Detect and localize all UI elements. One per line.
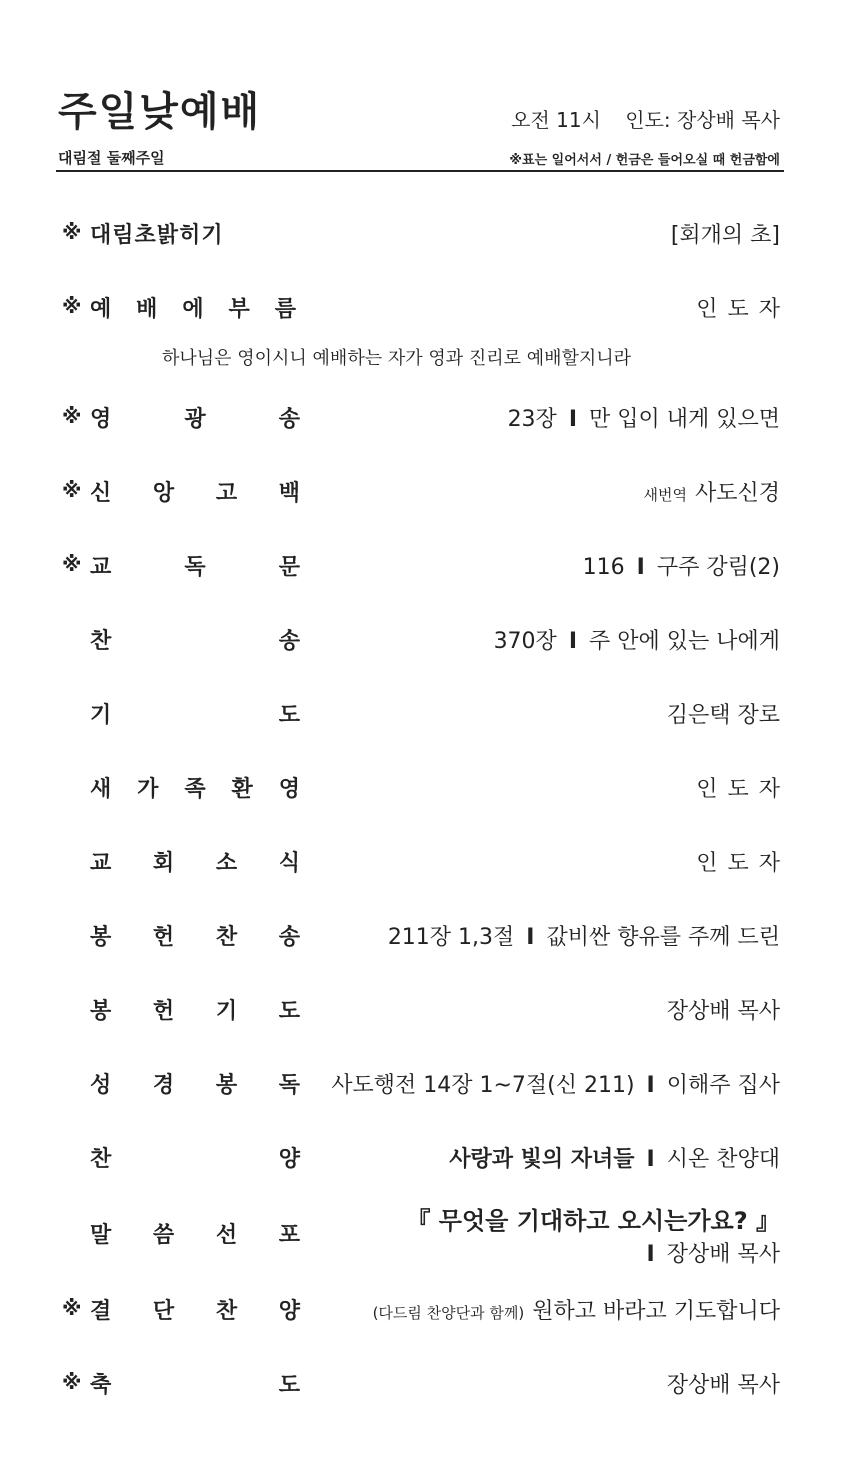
header-divider [56,170,784,172]
order-row-newcomer-welcome [62,766,790,806]
order-label-char: 경 [152,1073,175,1098]
standing-mark: ※ [62,478,82,502]
order-label-char: 백 [278,481,300,506]
order-row-prayer [62,692,780,732]
order-label-char: 식 [278,851,300,876]
order-content-part: 주 안에 있는 나에게 [589,629,780,654]
order-content-part: 이해주 집사 [666,1073,780,1098]
order-label [90,994,300,1025]
page-subtitle: 대림절 둘째주일 [58,149,165,167]
order-label-char: 소 [215,851,238,876]
order-content-part: 370장 [493,629,557,654]
order-label-char: 초 [134,223,157,248]
order-label-char: 름 [274,297,296,322]
order-label-char: 밝 [156,223,180,248]
order-row-responsive-reading [62,544,780,584]
standing-mark: ※ [62,552,82,576]
standing-note: ※표는 일어서서 / 헌금은 들어오실 때 헌금함에 [509,153,780,168]
order-label [90,846,300,877]
order-label-char: 족 [184,777,206,802]
order-label-char: 찬 [90,1147,112,1172]
order-content-part: 211장 1,3절 [387,925,515,950]
order-label-char: 봉 [215,1073,238,1098]
order-label [90,1218,300,1249]
order-label [90,1294,300,1325]
order-content-part: 인도자 [696,851,790,876]
order-content: 장상배 목사 [666,999,780,1024]
order-label-char: 기 [90,703,112,728]
order-label-char: 부 [228,297,250,322]
order-content [696,772,790,803]
order-row-choir [62,1136,780,1176]
scripture-note: 하나님은 영이시니 예배하는 자가 영과 진리로 예배할지니라 [162,348,632,369]
order-content-part: 사도행전 14장 1~7절(신 211) [331,1073,635,1098]
order-content-part: 시온 찬양대 [666,1147,780,1172]
order-content-part: (다드림 찬양단과 함께) [372,1304,525,1322]
order-row-offering-prayer [62,988,780,1028]
order-content [696,846,790,877]
order-label-char: 결 [90,1299,112,1324]
order-label-char: 신 [90,481,112,506]
order-label-char: 독 [278,1073,300,1098]
order-content [583,550,780,581]
order-content [373,1294,780,1325]
order-content-part: 116 [582,555,625,580]
separator-bar: I [636,555,645,580]
order-label-char: 찬 [215,925,238,950]
order-label-char: 헌 [152,999,175,1024]
order-content-part: 사도신경 [694,481,780,506]
order-label [90,920,300,951]
order-label-char: 송 [278,925,300,950]
order-label-char: 환 [231,777,253,802]
order-content [331,1068,780,1099]
order-row-gloria [62,396,780,436]
order-label-char: 봉 [90,999,112,1024]
order-label [90,698,300,729]
order-label-char: 선 [215,1223,238,1248]
order-label-char: 헌 [152,925,175,950]
separator-bar: I [568,629,577,654]
order-content: [회개의 초] [670,223,780,248]
order-label-char: 봉 [90,925,112,950]
order-content [388,920,780,951]
order-label-char: 히 [179,223,202,248]
separator-bar: I [568,407,577,432]
service-info [511,104,780,133]
order-label-char: 독 [184,555,206,580]
standing-mark: ※ [62,1370,82,1394]
standing-mark: ※ [62,404,82,428]
order-label-char: 씀 [152,1223,175,1248]
separator-bar: I [646,1242,655,1267]
order-label-char: 배 [136,297,158,322]
order-label-char: 문 [278,555,300,580]
order-label-char: 예 [90,297,112,322]
order-label-char: 찬 [215,1299,238,1324]
order-label-char: 도 [278,1373,300,1398]
order-label-char: 단 [152,1299,175,1324]
service-time: 오전 11시 [511,108,601,132]
order-label [90,1142,300,1173]
order-label-char: 앙 [152,481,175,506]
order-label-char: 성 [90,1073,112,1098]
order-content [449,1142,780,1173]
order-row-offering-hymn [62,914,780,954]
order-label-char: 림 [112,223,135,248]
order-content [696,292,790,323]
order-content-part: 인도자 [696,777,790,802]
order-row-hymn [62,618,780,658]
sermon-preacher [647,1237,780,1268]
order-label-char: 양 [278,1147,300,1172]
order-content-part: 원하고 바라고 기도합니다 [532,1299,780,1324]
order-label-char: 영 [278,777,300,802]
order-label [90,772,300,803]
order-row-creed [62,470,780,510]
order-content-part: 값비싼 향유를 주께 드린 [546,925,780,950]
order-label [90,476,300,507]
order-label-char: 말 [90,1223,112,1248]
order-label-char: 찬 [90,629,112,654]
order-content-part: 장상배 목사 [666,1242,780,1267]
order-label-char: 영 [90,407,112,432]
order-label-char: 대 [90,223,113,248]
order-content-part: 새번역 [643,486,687,504]
separator-bar: I [646,1147,655,1172]
order-label [90,1368,300,1399]
page-title: 주일낮예배 [58,89,262,135]
order-content: 김은택 장로 [666,703,780,728]
order-content-part: 사랑과 빛의 자녀들 [449,1147,635,1172]
order-label-char: 에 [182,297,204,322]
order-content: 장상배 목사 [666,1373,780,1398]
order-content [494,624,780,655]
order-row-scripture-reading [62,1062,780,1102]
order-label-char: 도 [278,999,300,1024]
order-content [644,476,781,507]
order-label-char: 송 [278,629,300,654]
order-label-char: 기 [215,999,238,1024]
order-label [90,218,296,249]
order-label [90,1068,300,1099]
sermon-title: 『 무엇을 기대하고 오시는가요? 』 [406,1207,780,1235]
order-row-candle [62,212,780,252]
order-label-char: 기 [201,223,224,248]
order-label-char: 새 [90,777,112,802]
order-content-part: 구주 강림(2) [656,555,780,580]
separator-bar: I [646,1073,655,1098]
order-content-part: 만 입이 내게 있으면 [589,407,780,432]
order-label-char: 도 [278,703,300,728]
order-content [508,402,780,433]
order-label-char: 광 [184,407,206,432]
separator-bar: I [526,925,535,950]
standing-mark: ※ [62,1296,82,1320]
order-label [90,550,300,581]
service-leader: 인도: 장상배 목사 [625,108,780,132]
order-label-char: 회 [152,851,175,876]
order-label [90,402,300,433]
order-label-char: 가 [137,777,159,802]
order-row-church-news [62,840,790,880]
order-content-part: 23장 [507,407,557,432]
order-label-char: 고 [215,481,238,506]
order-label-char: 포 [278,1223,300,1248]
order-label-char: 축 [90,1373,112,1398]
order-row-response-song [62,1288,780,1328]
order-label [90,292,296,323]
order-label-char: 교 [90,555,112,580]
order-label [90,624,300,655]
order-label-char: 양 [278,1299,300,1324]
order-row-benediction [62,1362,780,1402]
order-row-call-to-worship [62,286,790,326]
order-content-part: 인도자 [696,297,790,322]
order-label-char: 교 [90,851,112,876]
standing-mark: ※ [62,294,82,318]
standing-mark: ※ [62,220,82,244]
order-label-char: 송 [278,407,300,432]
